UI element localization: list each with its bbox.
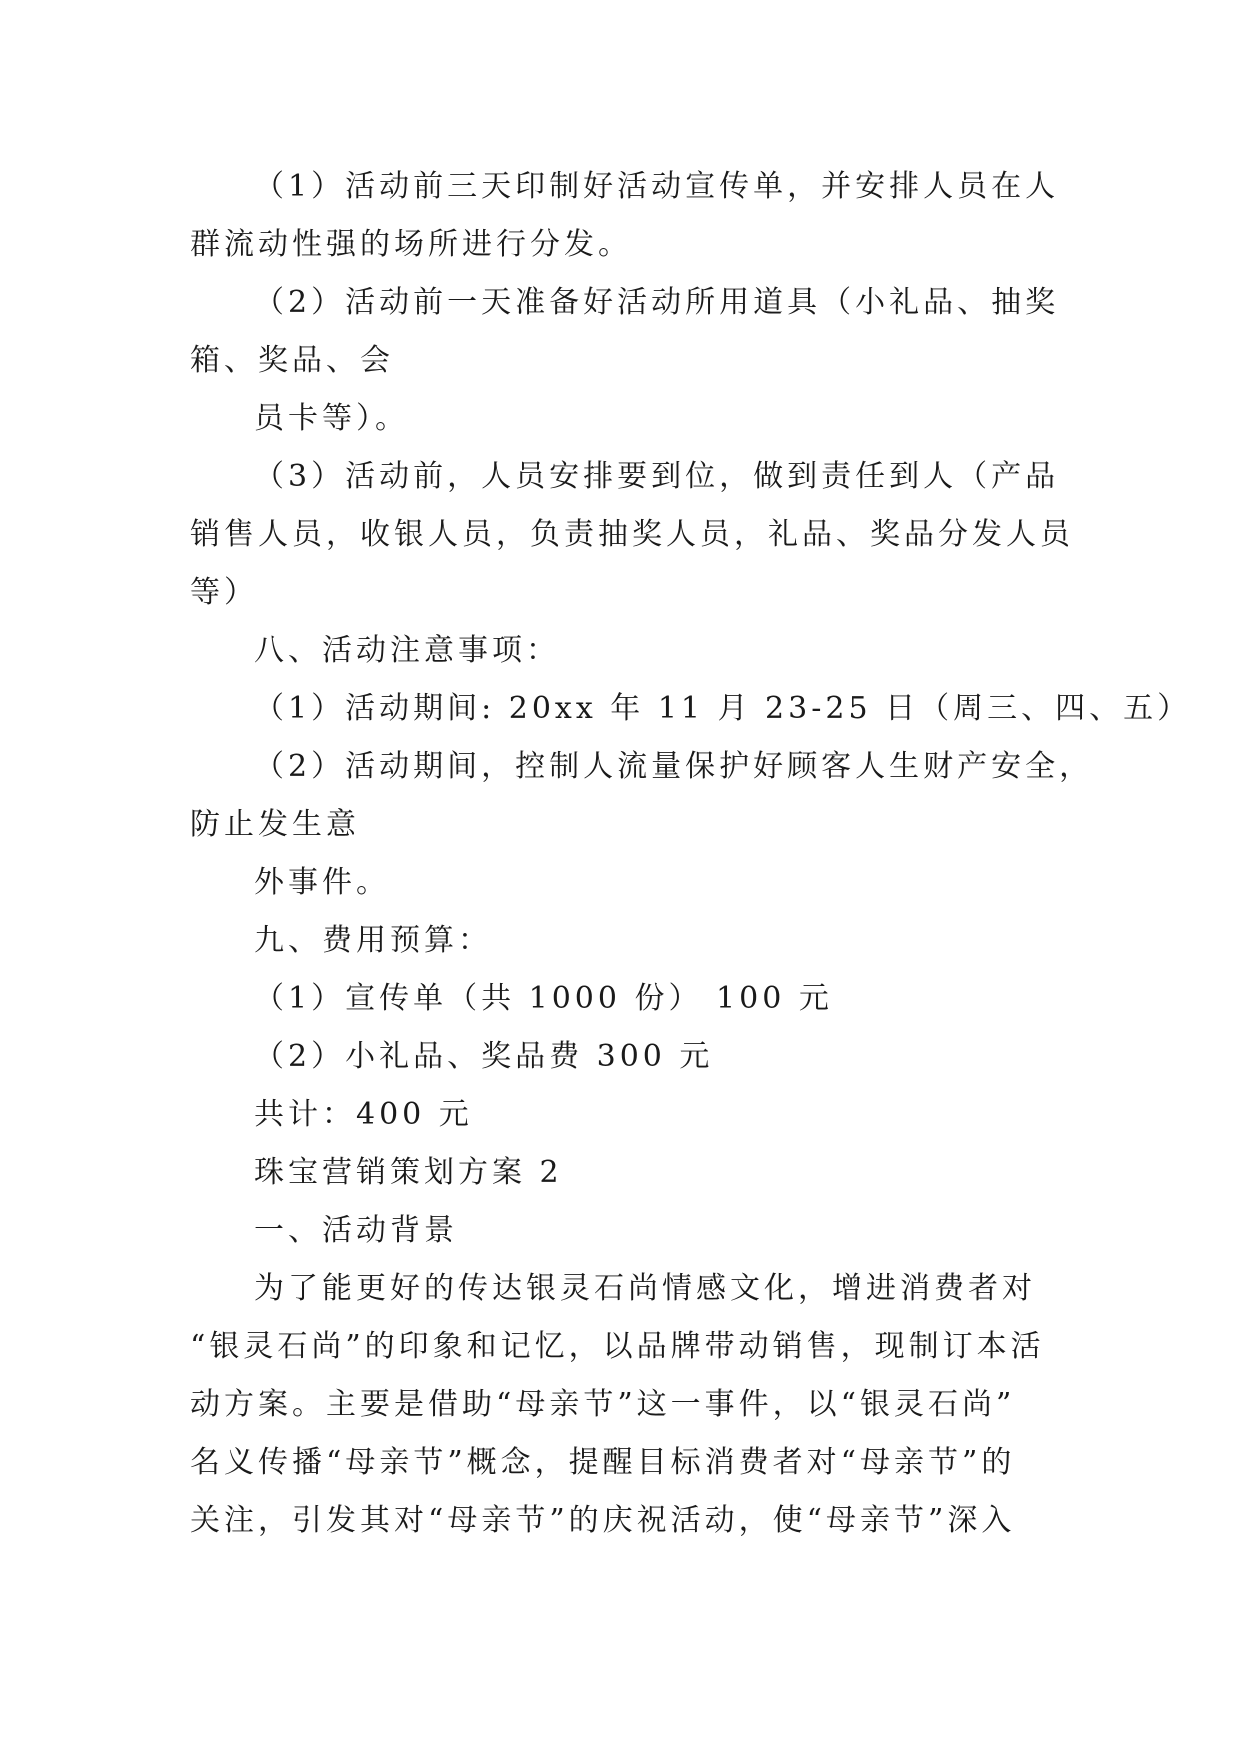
paragraph-line: 销售人员，收银人员，负责抽奖人员，礼品、奖品分发人员: [190, 517, 1074, 552]
paragraph-line: 防止发生意: [190, 807, 360, 842]
paragraph-line: 关注，引发其对“母亲节”的庆祝活动，使“母亲节”深入: [190, 1503, 1016, 1538]
paragraph-line: 名义传播“母亲节”概念，提醒目标消费者对“母亲节”的: [190, 1445, 1016, 1480]
paragraph-line: 动方案。主要是借助“母亲节”这一事件，以“银灵石尚”: [190, 1387, 1016, 1422]
document-title: 珠宝营销策划方案 2: [254, 1155, 563, 1190]
section-heading: 九、费用预算：: [254, 923, 492, 958]
paragraph-line: 员卡等）。: [254, 401, 409, 436]
paragraph-line: 为了能更好的传达银灵石尚情感文化，增进消费者对: [254, 1271, 1036, 1306]
paragraph-line: 外事件。: [254, 865, 390, 900]
paragraph-line: （2）小礼品、奖品费 300 元: [254, 1039, 714, 1074]
paragraph-line: （2）活动期间，控制人流量保护好顾客人生财产安全，: [254, 749, 1094, 784]
paragraph-line: （3）活动前，人员安排要到位，做到责任到人（产品: [254, 459, 1060, 494]
section-heading: 八、活动注意事项：: [254, 633, 560, 668]
paragraph-line: 共计：400 元: [254, 1097, 473, 1132]
paragraph-line: （1）宣传单（共 1000 份） 100 元: [254, 981, 833, 1016]
paragraph-line: 等）: [190, 575, 258, 610]
paragraph-line: 箱、奖品、会: [190, 343, 394, 378]
section-heading: 一、活动背景: [254, 1213, 458, 1248]
paragraph-line: 群流动性强的场所进行分发。: [190, 227, 632, 262]
paragraph-line: （1）活动前三天印制好活动宣传单，并安排人员在人: [254, 169, 1060, 204]
paragraph-line: （1）活动期间: 20xx 年 11 月 23-25 日（周三、四、五）: [254, 691, 1192, 726]
document-body: [190, 158, 1192, 1550]
paragraph-line: （2）活动前一天准备好活动所用道具（小礼品、抽奖: [254, 285, 1060, 320]
paragraph-line: “银灵石尚”的印象和记忆，以品牌带动销售，现制订本活: [190, 1329, 1045, 1364]
